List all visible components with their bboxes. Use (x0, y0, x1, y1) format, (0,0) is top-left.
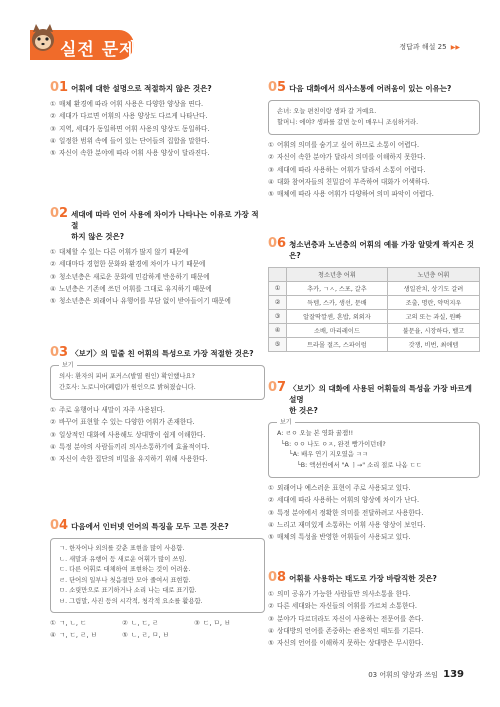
question-8-prompt: 어휘를 사용하는 태도로 가장 바람직한 것은? (289, 574, 437, 583)
option[interactable]: ④ 특정 분야의 사람들끼리 의사소통하기에 효율적이다. (50, 442, 210, 451)
option[interactable]: ⑤ ㄴ, ㄹ, ㅁ, ㅂ (122, 631, 170, 640)
option[interactable]: ② 바꾸어 표현할 수 있는 다양한 어휘가 존재한다. (50, 418, 195, 427)
table-row[interactable]: ③ 알잘딱깔센, 혼밥, 외외자 고의 또는 과실, 원빠 (269, 310, 480, 324)
table-row[interactable]: ② 득템, 스카, 생선, 문배 조출, 명란, 약먹지우 (269, 296, 480, 310)
question-8 (268, 572, 480, 649)
statement-line: ㅂ. 그림말, 사진 등의 시각적, 청각적 요소를 활용함. (59, 597, 203, 605)
question-4-number: 04 (50, 518, 69, 533)
question-1-prompt: 어휘에 대한 설명으로 적절하지 않은 것은? (71, 84, 212, 93)
question-7-header (268, 382, 480, 416)
answer-reference-text: 정답과 해설 25 (399, 43, 447, 51)
option[interactable]: ③ 특정 분야에서 정확한 의미를 전달하려고 사용한다. (268, 508, 424, 517)
statement-line: ㄴ. 새말과 유행어 등 새로운 어휘가 많이 쓰임. (59, 555, 187, 563)
option[interactable]: ① ㄱ, ㄴ, ㄷ (50, 619, 87, 627)
table-header-row (269, 268, 480, 282)
option[interactable]: ④ 느리고 재미있게 소통하는 어휘 사용 양상이 보인다. (268, 520, 426, 529)
option[interactable]: ② ㄴ, ㄷ, ㄹ (122, 619, 159, 627)
page-title: 실전 문제 (60, 40, 137, 60)
youth-cell: 트라몰 절즈, 스파이럼 (287, 338, 388, 352)
question-4-prompt: 다음에서 인터넷 언어의 특징을 모두 고른 것은? (71, 522, 229, 531)
youth-cell: 소배, 마리레이드 (287, 324, 388, 338)
chat-line: └B: ㅇㅇ 나도 ㅇㅈ, 완전 빵가이던데? (281, 440, 386, 448)
page-footer (368, 669, 464, 680)
option[interactable]: ① 대체할 수 있는 다른 어휘가 많지 않기 때문에 (50, 248, 189, 256)
option[interactable]: ① 매체 환경에 따라 어휘 사용은 다양한 양상을 띤다. (50, 100, 204, 108)
chat-line: └B: 액션씬에서 "A ㅣ→" 소리 절로 나옴 ㄷㄷ (297, 461, 422, 469)
option[interactable]: ⑤ 청소년층은 외래어나 유행어를 부담 없이 받아들이기 때문에 (50, 297, 231, 306)
question-5-dialogue-box (268, 100, 480, 135)
question-2-header (50, 208, 265, 242)
question-3-prompt: 〈보기〉의 밑줄 친 어휘의 특성으로 가장 적절한 것은? (71, 349, 254, 358)
youth-cell: 알잘딱깔센, 혼밥, 외외자 (287, 310, 388, 324)
option[interactable]: ④ ㄱ, ㄷ, ㄹ, ㅂ (50, 631, 98, 640)
option[interactable]: ② 다른 세대와는 자신들의 어휘를 가르쳐 소통한다. (268, 602, 417, 611)
youth-cell: 추카, ㄱㅅ, 스포, 갈추 (287, 282, 388, 296)
option[interactable]: ③ 세대에 따라 사용하는 어휘가 달라서 소통이 어렵다. (268, 165, 426, 174)
option[interactable]: ① 주로 유행어나 새말이 자주 사용된다. (50, 406, 166, 414)
question-3 (50, 347, 265, 465)
section-title: 03 어휘의 양상과 쓰임 (368, 671, 438, 679)
option[interactable]: ③ 지역, 세대가 동일하면 어휘 사용의 양상도 동일하다. (50, 124, 210, 133)
vocabulary-table (268, 267, 480, 352)
option[interactable]: ⑤ 자신이 속한 분야에 따라 어휘 사용 양상이 달라진다. (50, 149, 210, 158)
column-header-youth: 청소년층 어휘 (287, 268, 388, 282)
question-7-number: 07 (268, 380, 287, 395)
answer-reference (399, 42, 460, 52)
question-2-prompt: 세대에 따라 언어 사용에 차이가 나타나는 이유로 가장 적절 하지 않은 것은? (71, 210, 259, 241)
option[interactable]: ② 세대가 다르면 어휘의 사용 양상도 다르게 나타난다. (50, 112, 208, 121)
statement-line: ㄹ. 단어의 일부나 첫음절만 모아 줄여서 표현함. (59, 576, 191, 584)
example-line: 간호사: 노로니아(폐렴)가 원인으로 밝혀졌습니다. (59, 383, 196, 391)
question-1-header (50, 82, 265, 94)
double-arrow-icon: ▶▶ (450, 44, 460, 51)
statement-line: ㅁ. 소릿만으로 표기하거나 소리 나는 대로 표기함. (59, 587, 197, 594)
question-7-example-box (268, 419, 480, 478)
example-label: 보기 (277, 418, 295, 429)
elder-cell: 조출, 명란, 약먹지우 (387, 296, 479, 310)
elder-cell: 갓쟁, 비번, 최애템 (387, 338, 479, 352)
page-number: 139 (443, 669, 464, 680)
question-3-header (50, 347, 265, 359)
option[interactable]: ② 자신이 속한 분야가 달라서 의미를 이해하지 못한다. (268, 153, 426, 162)
question-7-options (268, 482, 480, 543)
question-2 (50, 208, 265, 307)
question-3-number: 03 (50, 345, 69, 360)
option[interactable]: ③ 분야가 다르더라도 자신이 사용하는 전문어를 쓴다. (268, 614, 424, 623)
raccoon-mascot-icon (28, 22, 58, 56)
question-7-prompt: 〈보기〉의 대화에 사용된 어휘들의 특성을 가장 바르게 설명 한 것은? (289, 384, 472, 415)
option[interactable]: ⑤ 자신이 속한 집단의 비밀을 유지하기 위해 사용한다. (50, 455, 208, 464)
statement-line: ㄷ. 다른 어휘로 대체하여 표현하는 것이 어려움. (59, 566, 191, 573)
column-header-elder: 노년층 어휘 (387, 268, 479, 282)
example-label: 보기 (59, 361, 77, 372)
elder-cell: 불문율, 시장하다, 벨고 (387, 324, 479, 338)
option[interactable]: ③ ㄷ, ㅁ, ㅂ (194, 619, 231, 627)
question-2-options (50, 246, 265, 307)
question-6-header (268, 238, 480, 261)
question-7 (268, 382, 480, 543)
option[interactable]: ④ 대화 참여자들의 친밀감이 부족하여 대화가 어색하다. (268, 177, 430, 186)
dialogue-line: 손녀: 오늘 편친이랑 생파 갈 거예요. (277, 108, 377, 115)
question-4-header (50, 520, 265, 532)
question-1-number: 01 (50, 80, 69, 95)
question-8-header (268, 572, 480, 584)
option[interactable]: ④ 일정한 범위 속에 들어 있는 단어들의 집합을 말한다. (50, 136, 210, 145)
question-4-options (50, 617, 265, 642)
question-3-options (50, 404, 265, 465)
option[interactable]: ④ 상대방의 언어를 존중하는 관용적인 태도를 기른다. (268, 626, 424, 635)
question-6-prompt: 청소년층과 노년층의 어휘의 예를 가장 알맞게 짝지은 것은? (289, 240, 475, 260)
question-6 (268, 238, 480, 352)
option[interactable]: ⑤ 자신의 언어를 이해하지 못하는 상대방은 무시한다. (268, 639, 424, 648)
question-6-number: 06 (268, 236, 287, 251)
question-4-statement-box (50, 538, 265, 613)
question-8-options (268, 588, 480, 649)
question-4 (50, 520, 265, 642)
table-row[interactable]: ⑤ 트라몰 절즈, 스파이럼 갓쟁, 비번, 최애템 (269, 338, 480, 352)
option[interactable]: ⑤ 매체에 따라 사용 어휘가 다양하여 의미 파악이 어렵다. (268, 190, 434, 199)
option[interactable]: ④ 노년층은 기존에 쓰던 어휘를 그대로 유지하기 때문에 (50, 284, 212, 293)
option[interactable]: ③ 일상적인 대화에 사용해도 상대방이 쉽게 이해한다. (50, 430, 206, 439)
question-1-options (50, 98, 265, 159)
example-line: 의사: 환자의 피버 포커스(발열 원인) 확인했나요? (59, 373, 195, 380)
chat-line: └A: 배우 연기 지오였음 ㅋㅋ (289, 451, 368, 458)
option[interactable]: ② 세대마다 경험한 문화와 환경에 차이가 나기 때문에 (50, 260, 206, 269)
elder-cell: 생일잔치, 상기도 갈려 (387, 282, 479, 296)
question-3-example-box (50, 362, 265, 400)
statement-line: ㄱ. 한자어나 외의를 갖춘 표현을 많이 사용함. (59, 545, 185, 552)
youth-cell: 득템, 스카, 생선, 문배 (287, 296, 388, 310)
question-5-number: 05 (268, 80, 287, 95)
question-5-header (268, 82, 480, 94)
option[interactable]: ① 외래어나 예스러운 표현이 주로 사용되고 있다. (268, 484, 411, 492)
question-2-number: 02 (50, 206, 69, 221)
dialogue-line: 할머니: 에야? 생파를 갈면 눈이 매우니 조심하거라. (277, 118, 419, 126)
chat-line: A: ㄹㅇ 오늘 본 영화 꿀잼!! (277, 430, 354, 437)
option[interactable]: ① 의미 공유가 가능한 사람들만 의사소통을 한다. (268, 590, 411, 598)
elder-cell: 고의 또는 과실, 원빠 (387, 310, 479, 324)
question-5-options (268, 139, 480, 200)
question-8-number: 08 (268, 570, 287, 585)
question-1 (50, 82, 265, 159)
option[interactable]: ③ 청소년층은 새로운 문화에 민감하게 반응하기 때문에 (50, 272, 210, 281)
question-5-prompt: 다음 대화에서 의사소통에 어려움이 있는 이유는? (289, 84, 452, 93)
table-row[interactable]: ④ 소배, 마리레이드 불문율, 시장하다, 벨고 (269, 324, 480, 338)
option[interactable]: ② 세대에 따라 사용하는 어휘의 양상에 차이가 난다. (268, 496, 420, 505)
table-row[interactable]: ① 추카, ㄱㅅ, 스포, 갈추 생일잔치, 상기도 갈려 (269, 282, 480, 296)
option[interactable]: ① 어휘의 의미를 숨기고 싶어 하므로 소통이 어렵다. (268, 141, 420, 149)
question-5 (268, 82, 480, 200)
option[interactable]: ⑤ 매체의 특성을 반영한 어휘들이 사용되고 있다. (268, 533, 411, 542)
